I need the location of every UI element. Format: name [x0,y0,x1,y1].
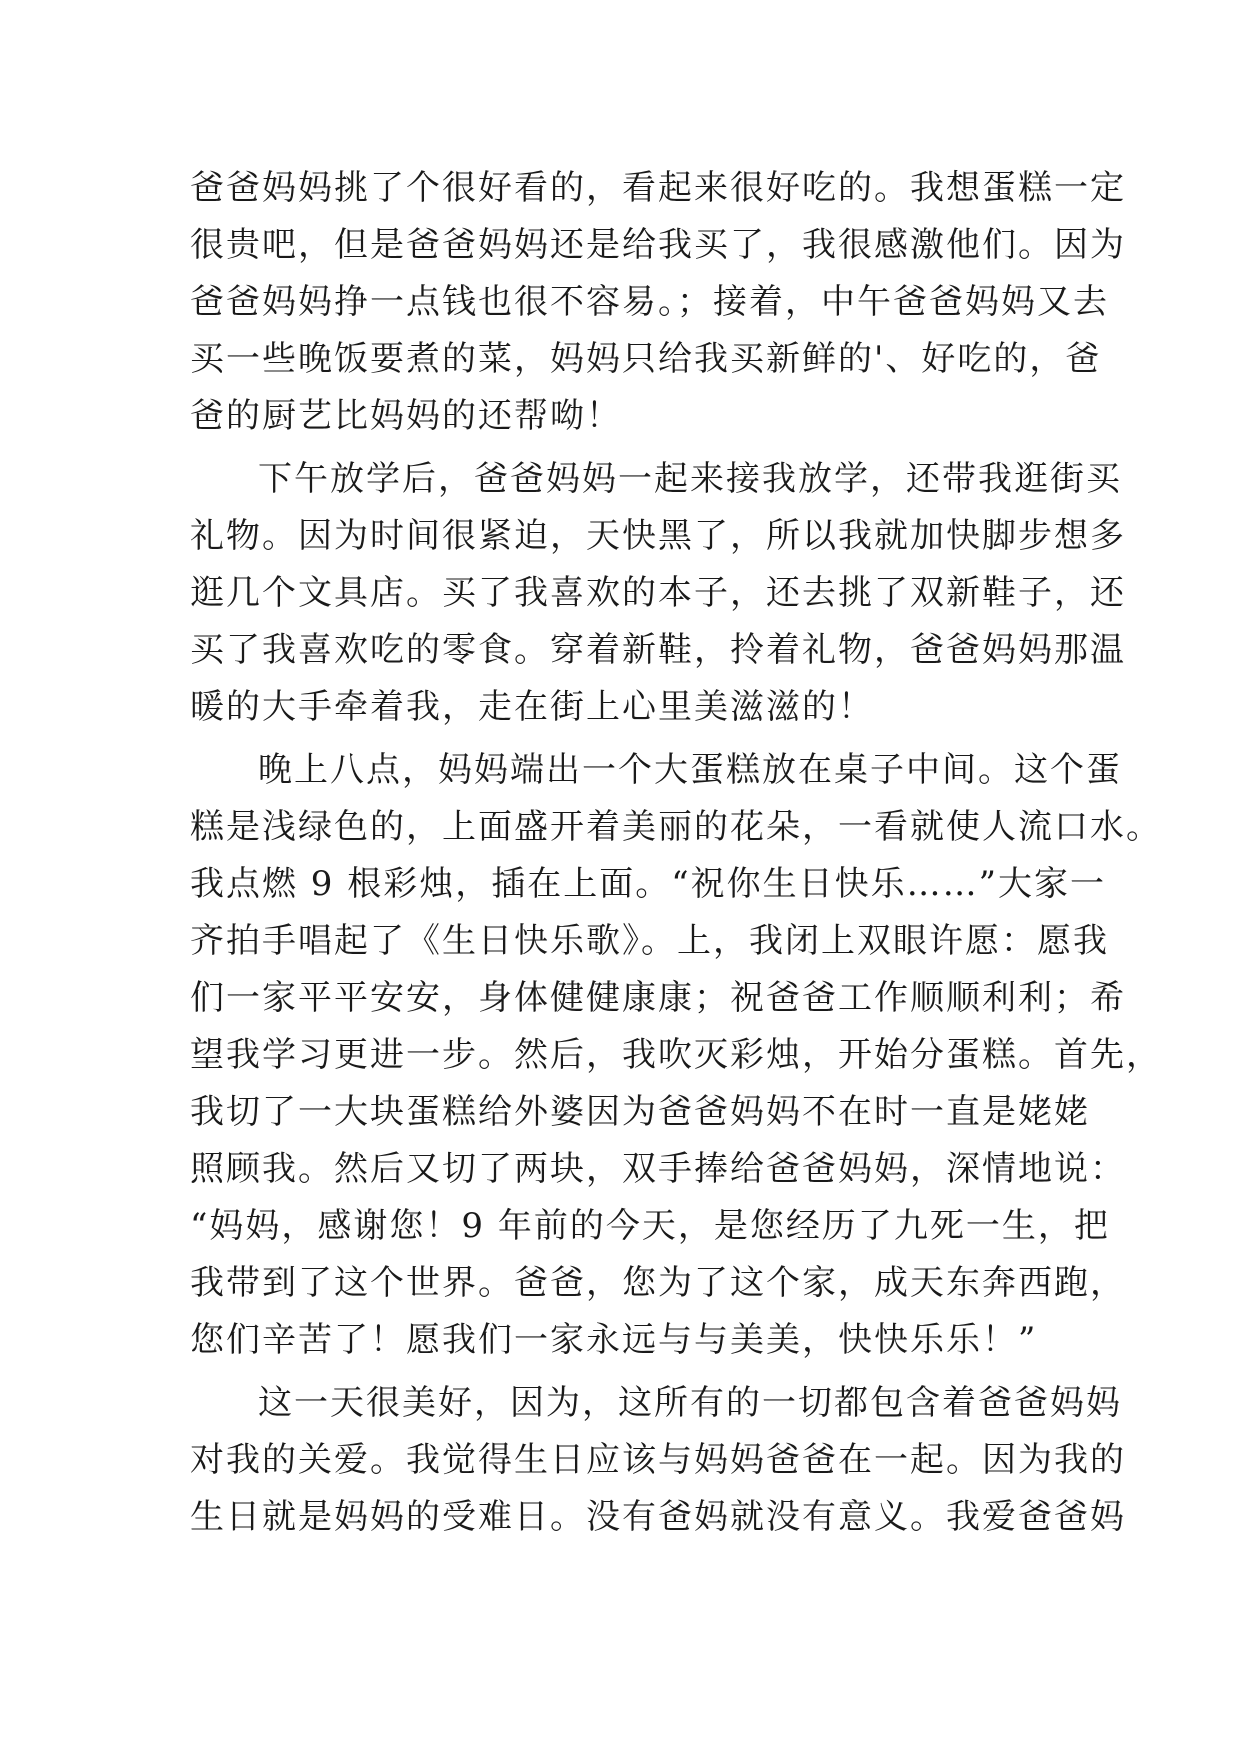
text-line: 逛几个文具店。买了我喜欢的本子，还去挑了双新鞋子，还 [190,573,1126,613]
text-line: 暖的大手牵着我，走在街上心里美滋滋的！ [190,687,874,727]
text-line: 爸爸妈妈挣一点钱也很不容易。；接着，中午爸爸妈妈又去 [190,282,1109,322]
text-line: 很贵吧，但是爸爸妈妈还是给我买了，我很感激他们。因为 [190,225,1126,265]
text-line: 买了我喜欢吃的零食。穿着新鞋，拎着礼物，爸爸妈妈那温 [190,630,1126,670]
text-line: 我切了一大块蛋糕给外婆因为爸爸妈妈不在时一直是姥姥 [190,1092,1090,1132]
text-line: 生日就是妈妈的受难日。没有爸妈就没有意义。我爱爸爸妈 [190,1497,1126,1537]
document-body [190,160,1162,1546]
text-line: 这一天很美好，因为，这所有的一切都包含着爸爸妈妈 [258,1383,1122,1423]
text-line: 下午放学后，爸爸妈妈一起来接我放学，还带我逛街买 [258,459,1122,499]
text-line: 买一些晚饭要煮的菜，妈妈只给我买新鲜的'、好吃的，爸 [190,339,1102,379]
text-line: 爸的厨艺比妈妈的还帮呦！ [190,396,622,436]
text-line: 晚上八点，妈妈端出一个大蛋糕放在桌子中间。这个蛋 [258,750,1122,790]
text-line: “妈妈，感谢您！9 年前的今天，是您经历了九死一生，把 [190,1206,1110,1246]
text-line: 齐拍手唱起了《生日快乐歌》。上，我闭上双眼许愿：愿我 [190,921,1109,961]
text-line: 糕是浅绿色的，上面盛开着美丽的花朵，一看就使人流口水。 [190,807,1162,847]
text-line: 我带到了这个世界。爸爸，您为了这个家，成天东奔西跑， [190,1263,1126,1303]
text-line: 望我学习更进一步。然后，我吹灭彩烛，开始分蛋糕。首先， [190,1035,1162,1075]
text-line: 对我的关爱。我觉得生日应该与妈妈爸爸在一起。因为我的 [190,1440,1126,1480]
text-line: 您们辛苦了！愿我们一家永远与与美美，快快乐乐！” [190,1320,1038,1360]
text-line: 爸爸妈妈挑了个很好看的，看起来很好吃的。我想蛋糕一定 [190,168,1126,208]
text-line: 照顾我。然后又切了两块，双手捧给爸爸妈妈，深情地说： [190,1149,1126,1189]
text-line: 我点燃 9 根彩烛，插在上面。“祝你生日快乐……”大家一 [190,864,1107,904]
text-line: 礼物。因为时间很紧迫，天快黑了，所以我就加快脚步想多 [190,516,1126,556]
text-line: 们一家平平安安，身体健健康康；祝爸爸工作顺顺利利；希 [190,978,1126,1018]
